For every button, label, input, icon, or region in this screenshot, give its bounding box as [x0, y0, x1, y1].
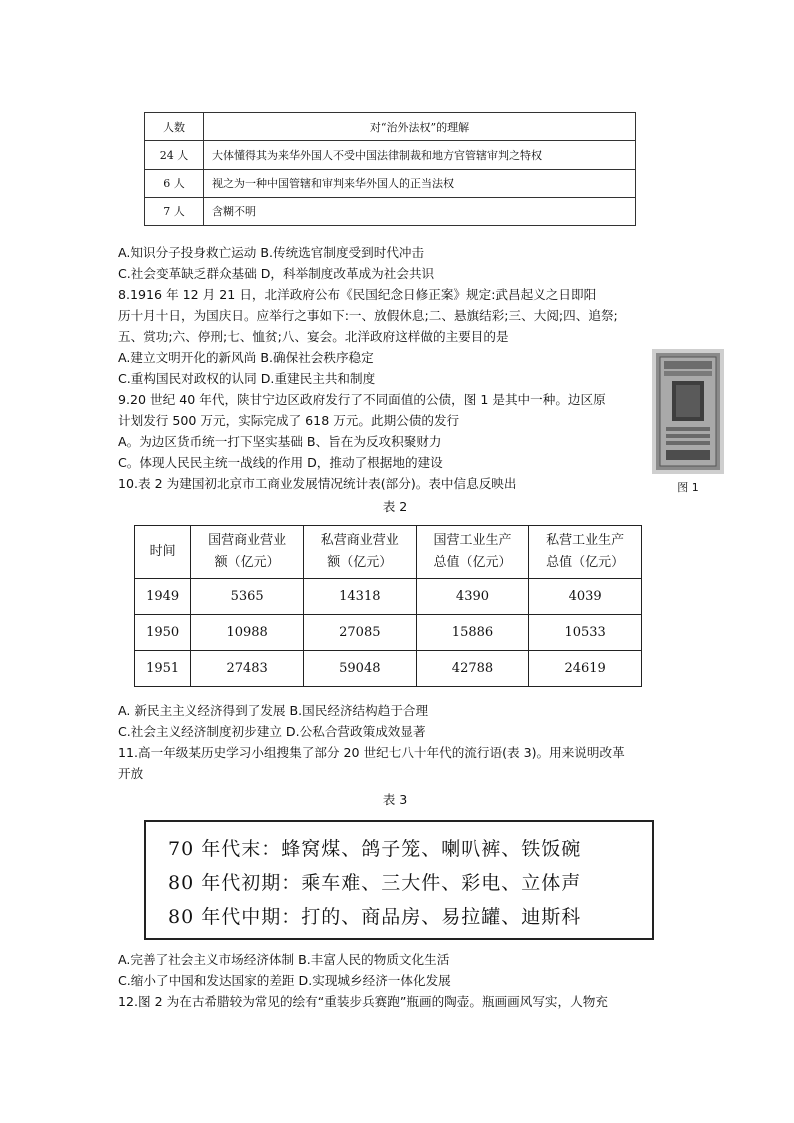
table-cell: 1950: [135, 615, 191, 651]
table-3-title: 表 3: [382, 792, 408, 807]
q11-stem-line-2: 开放: [118, 766, 144, 781]
q9-stem-line-1: 9.20 世纪 40 年代，陕甘宁边区政府发行了不同面值的公债，图 1 是其中一种。边区原: [118, 392, 606, 407]
table-cell: 大体懂得其为来华外国人不受中国法律制裁和地方官管辖审判之特权: [204, 141, 636, 169]
q7-option-line-2: C.社会变革缺乏群众基础 D，科举制度改革成为社会共识: [118, 266, 435, 281]
table-cell: 1951: [135, 651, 191, 687]
table-3: [144, 820, 654, 940]
table-cell: 视之为一种中国管辖和审判来华外国人的正当法权: [204, 169, 636, 197]
table-header-cell: 人数: [145, 113, 204, 141]
table-cell: 14318: [303, 579, 416, 615]
q11-stem-line-1: 11.高一年级某历史学习小组搜集了部分 20 世纪七八十年代的流行语(表 3)。用来说明改革: [118, 745, 625, 760]
q8-stem-line-1: 8.1916 年 12 月 21 日，北洋政府公布《民国纪念日修正案》规定:武昌起义之日即阳: [118, 287, 597, 302]
q12-stem-line-1: 12.图 2 为在古希腊较为常见的绘有“重装步兵赛跑”瓶画的陶壶。瓶画画风写实，人物充: [118, 994, 608, 1009]
q8-option-line-2: C.重构国民对政权的认同 D.重建民主共和制度: [118, 371, 376, 386]
header-line: 私营商业营业: [320, 533, 399, 548]
q10-option-line-2: C.社会主义经济制度初步建立 D.公私合营政策成效显著: [118, 724, 426, 739]
q9-option-line-2: C。体现人民民主统一战线的作用 D，推动了根据地的建设: [118, 455, 443, 470]
figure-1: [652, 349, 724, 494]
table-cell: 27085: [303, 615, 416, 651]
table-header-cell: [191, 526, 304, 579]
q11-option-line-2: C.缩小了中国和发达国家的差距 D.实现城乡经济一体化发展: [118, 973, 451, 988]
table-row: [145, 197, 636, 225]
q9-stem-line-2: 计划发行 500 万元，实际完成了 618 万元。此期公债的发行: [118, 413, 460, 428]
header-line: 国营工业生产: [433, 533, 512, 548]
q8-stem-line-2: 历十月十日，为国庆日。应举行之事如下:一、放假休息;二、悬旗结彩;三、大阅;四、追祭;: [118, 308, 618, 323]
slang-row: 80 年代初期：乘车难、三大件、彩电、立体声: [168, 872, 582, 894]
table-row: [145, 113, 636, 141]
slang-row: 80 年代中期：打的、商品房、易拉罐、迪斯科: [168, 906, 582, 928]
header-line: 额（亿元）: [214, 555, 280, 570]
table-row: [145, 169, 636, 197]
table-cell: 24619: [529, 651, 642, 687]
header-line: 总值（亿元）: [546, 555, 625, 570]
table-row: [135, 651, 642, 687]
figure-1-caption: 图 1: [677, 481, 699, 494]
table-cell: 42788: [416, 651, 529, 687]
table-cell: 24 人: [145, 141, 204, 169]
table-row: [135, 615, 642, 651]
table-header-cell: [416, 526, 529, 579]
table-header-row: [135, 526, 642, 579]
table-2-title: 表 2: [382, 499, 408, 514]
table-header-cell: 时间: [135, 526, 191, 579]
table-cell: 7 人: [145, 197, 204, 225]
header-line: 国营商业营业: [208, 533, 287, 548]
table-cell: 15886: [416, 615, 529, 651]
table-cell: 59048: [303, 651, 416, 687]
q11-option-line-1: A.完善了社会主义市场经济体制 B.丰富人民的物质文化生活: [118, 952, 450, 967]
table-header-cell: 对“治外法权”的理解: [204, 113, 636, 141]
table-row: [145, 141, 636, 169]
table-cell: 6 人: [145, 169, 204, 197]
bond-certificate-image: [652, 349, 724, 474]
table-header-cell: [303, 526, 416, 579]
table-cell: 10533: [529, 615, 642, 651]
q7-option-line-1: A.知识分子投身救亡运动 B.传统选官制度受到时代冲击: [118, 245, 425, 260]
table-1: [144, 112, 636, 226]
table-cell: 1949: [135, 579, 191, 615]
q10-option-line-1: A. 新民主主义经济得到了发展 B.国民经济结构趋于合理: [118, 703, 429, 718]
q8-option-line-1: A.建立文明开化的新风尚 B.确保社会秩序稳定: [118, 350, 374, 365]
q8-stem-line-3: 五、赏功;六、停刑;七、恤贫;八、宴会。北洋政府这样做的主要目的是: [118, 329, 509, 344]
q9-option-line-1: A。为边区货币统一打下坚实基础 B、旨在为反攻积聚财力: [118, 434, 442, 449]
header-line: 总值（亿元）: [433, 555, 512, 570]
table-cell: 含糊不明: [204, 197, 636, 225]
table-header-cell: [529, 526, 642, 579]
slang-row: 70 年代末：蜂窝煤、鸽子笼、喇叭裤、铁饭碗: [168, 838, 582, 860]
q10-stem-line-1: 10.表 2 为建国初北京市工商业发展情况统计表(部分)。表中信息反映出: [118, 476, 517, 491]
table-cell: 27483: [191, 651, 304, 687]
table-cell: 4039: [529, 579, 642, 615]
table-2: [134, 525, 642, 687]
header-line: 私营工业生产: [546, 533, 625, 548]
table-cell: 4390: [416, 579, 529, 615]
table-row: [135, 579, 642, 615]
header-line: 额（亿元）: [327, 555, 393, 570]
table-cell: 10988: [191, 615, 304, 651]
table-cell: 5365: [191, 579, 304, 615]
